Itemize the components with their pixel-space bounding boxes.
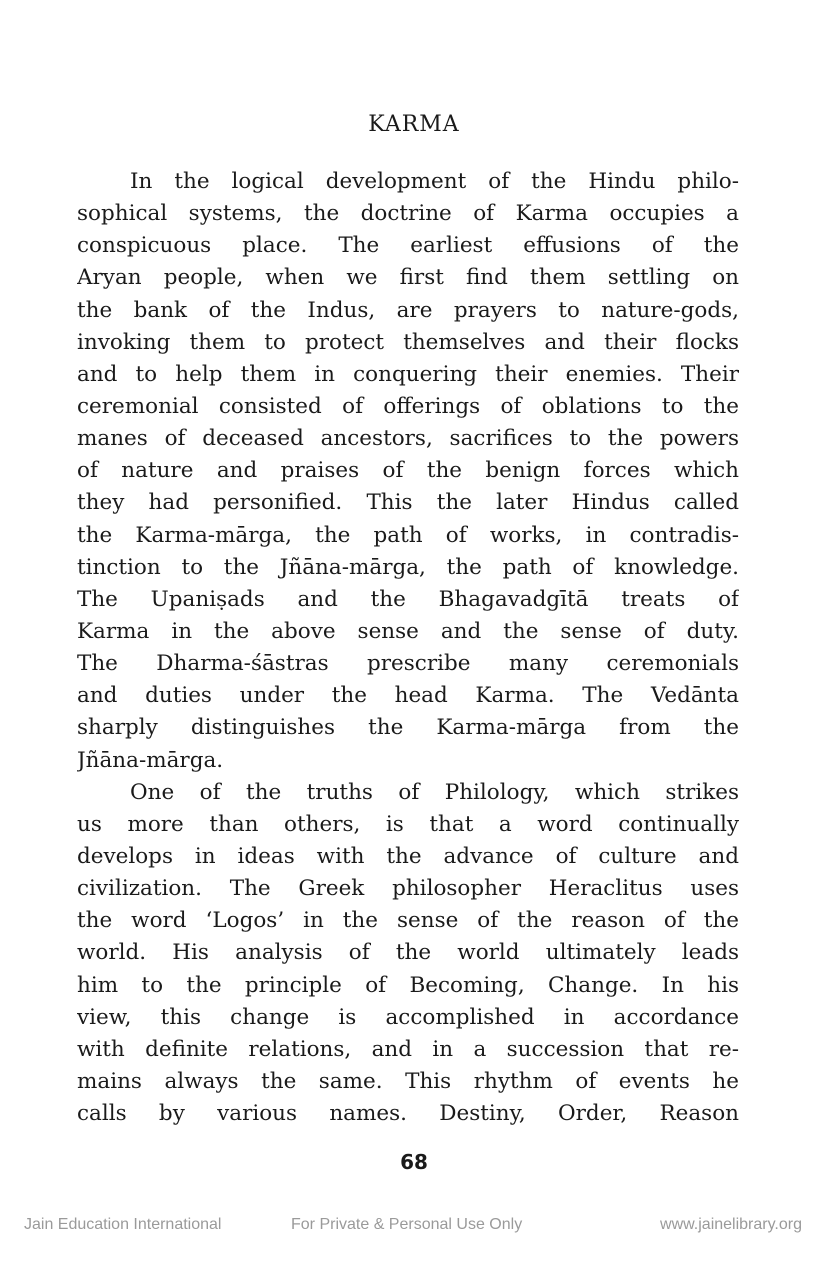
text-line: of nature and praises of the benign forces which [77,458,739,484]
text-line: him to the principle of Becoming, Change. In his [77,972,739,998]
text-line: view, this change is accomplished in accordance [77,1004,739,1030]
text-line: tinction to the Jñāna-mārga, the path of knowledge. [77,554,739,580]
text-line: invoking them to protect themselves and their flocks [77,329,739,355]
page-number: 68 [400,1150,428,1174]
text-line: The Upaniṣads and the Bhagavadgītā treats of [77,586,739,612]
text-line: world. His analysis of the world ultimately leads [77,940,739,966]
text-line: and duties under the head Karma. The Vedānta [77,683,739,709]
text-line: the Karma-mārga, the path of works, in contradis- [77,522,739,548]
body-text [77,166,739,1130]
text-line: and to help them in conquering their enemies. Their [77,361,739,387]
text-line: The Dharma-śāstras prescribe many ceremonials [77,651,739,677]
text-line: the word ‘Logos’ in the sense of the reason of the [77,908,739,934]
page-title: KARMA [368,112,460,137]
footer-publisher: Jain Education International [24,1216,222,1233]
text-line: with definite relations, and in a succession that re- [77,1036,739,1062]
text-line: ceremonial consisted of offerings of oblations to the [77,393,739,419]
footer-website: www.jainelibrary.org [660,1216,802,1233]
text-line: civilization. The Greek philosopher Heraclitus uses [77,876,739,902]
text-line: mains always the same. This rhythm of events he [77,1068,739,1094]
text-line: Jñāna-mārga. [77,747,224,773]
text-line: the bank of the Indus, are prayers to nature-gods, [77,297,739,323]
text-line: sophical systems, the doctrine of Karma occupies a [77,201,739,227]
text-line: us more than others, is that a word continually [77,811,739,837]
text-line: calls by various names. Destiny, Order, Reason [77,1101,739,1127]
text-line: develops in ideas with the advance of culture and [77,843,739,869]
text-line: manes of deceased ancestors, sacrifices to the powers [77,426,739,452]
text-line: they had personified. This the later Hindus called [77,490,739,516]
text-line: Karma in the above sense and the sense of duty. [77,618,739,644]
text-line: In the logical development of the Hindu philo- [130,169,739,194]
text-line: Aryan people, when we first find them settling on [77,265,739,291]
text-line: sharply distinguishes the Karma-mārga from the [77,715,739,741]
text-line: conspicuous place. The earliest effusions of the [77,233,739,259]
text-line: One of the truths of Philology, which strikes [130,779,739,805]
footer-usage-notice: For Private & Personal Use Only [291,1216,523,1233]
